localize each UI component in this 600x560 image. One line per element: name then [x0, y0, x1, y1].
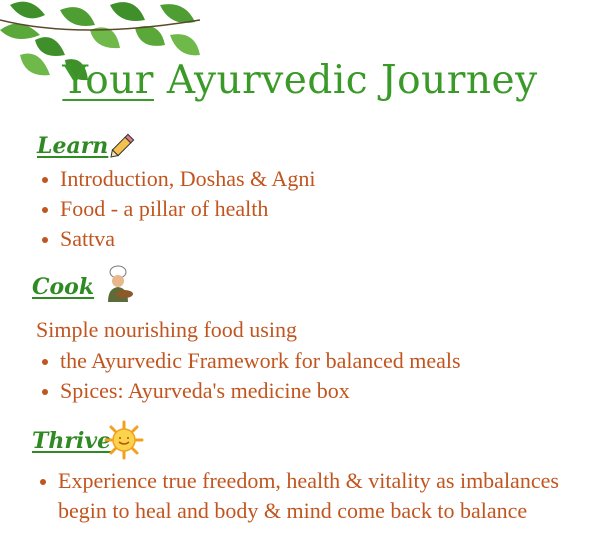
- list-item: the Ayurvedic Framework for balanced meals: [36, 346, 461, 376]
- list-item: Food - a pillar of health: [36, 194, 315, 224]
- thrive-list: [34, 466, 574, 526]
- pencil-icon: [108, 130, 138, 160]
- thrive-heading: Thrive: [32, 428, 112, 454]
- cook-heading: Cook: [32, 274, 95, 300]
- sun-icon: [104, 420, 144, 460]
- cook-intro: Simple nourishing food using: [36, 317, 297, 342]
- list-item: Sattva: [36, 224, 315, 254]
- cook-list: [36, 346, 461, 406]
- list-item: Spices: Ayurveda's medicine box: [36, 376, 461, 406]
- list-item: Experience true freedom, health & vitality as imbalances begin to heal and body & mind come back to balance: [34, 466, 574, 526]
- chef-icon: [98, 264, 138, 304]
- learn-list: [36, 164, 315, 254]
- page-title: Your Ayurvedic Journey: [62, 58, 538, 103]
- list-item: Introduction, Doshas & Agni: [36, 164, 315, 194]
- learn-heading: Learn: [37, 133, 109, 159]
